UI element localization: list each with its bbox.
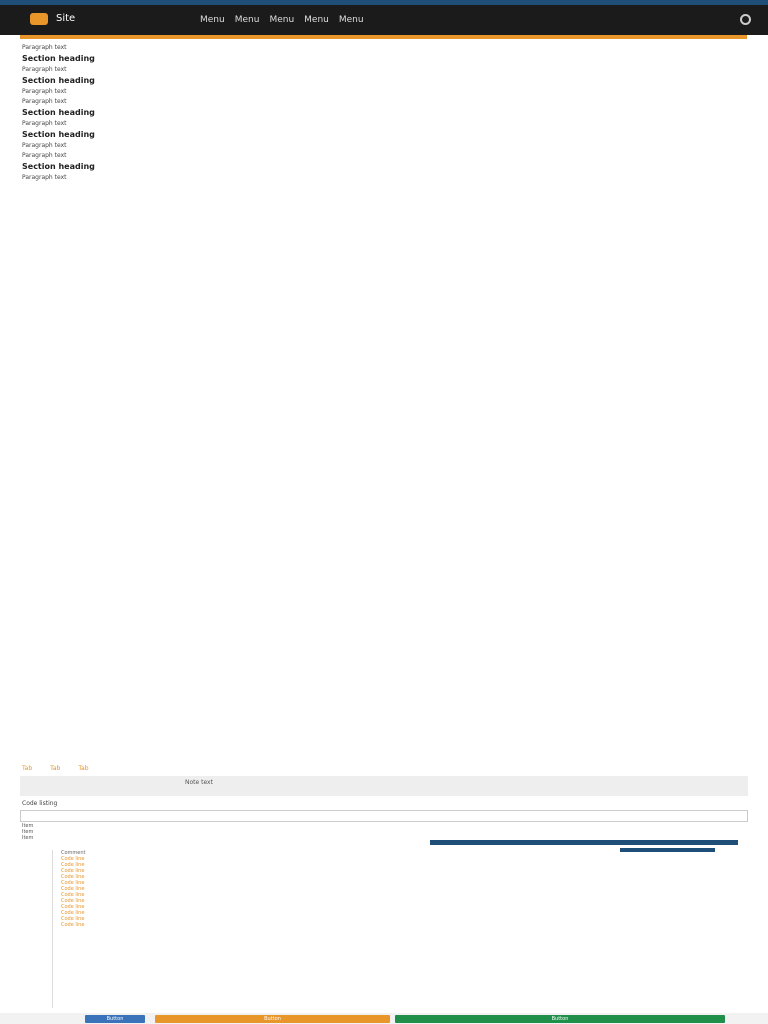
nav-item[interactable]: Menu (304, 15, 329, 25)
nav-item[interactable]: Menu (234, 15, 260, 25)
footer-button[interactable]: Button (85, 1015, 145, 1023)
article-paragraph: Paragraph text (22, 174, 67, 181)
article-paragraph: Paragraph text (22, 66, 67, 73)
footer-bar (0, 1013, 768, 1024)
code-comment: Comment (61, 850, 86, 856)
nav-item[interactable]: Menu (338, 15, 364, 25)
note-text: Note text (185, 779, 213, 786)
listing-title-bar (430, 840, 738, 845)
code-line: Code line (61, 892, 85, 898)
code-line: Code line (61, 862, 85, 868)
section-heading: Section heading (22, 108, 95, 117)
code-listing (52, 850, 748, 1008)
code-line: Code line (61, 868, 85, 874)
code-frame (20, 810, 748, 822)
tab[interactable]: Tab (50, 765, 61, 772)
nav-item[interactable]: Menu (269, 15, 295, 25)
code-line: Code line (61, 910, 85, 916)
tab-bar (22, 765, 89, 773)
footer-button[interactable]: Button (155, 1015, 390, 1023)
code-line: Code line (61, 904, 85, 910)
main-nav (200, 13, 364, 27)
list-item: Item (22, 823, 34, 829)
section-heading: Section heading (22, 162, 95, 171)
list-item: Item (22, 829, 34, 835)
article-paragraph: Paragraph text (22, 142, 67, 149)
footer-button[interactable]: Button (395, 1015, 725, 1023)
tab[interactable]: Tab (78, 765, 89, 772)
article-paragraph: Paragraph text (22, 44, 67, 51)
code-line: Code line (61, 880, 85, 886)
article-paragraph: Paragraph text (22, 98, 67, 105)
code-header: Code listing (22, 800, 58, 807)
code-line: Code line (61, 898, 85, 904)
site-logo[interactable] (30, 13, 48, 25)
list-item: Item (22, 835, 34, 841)
section-heading: Section heading (22, 130, 95, 139)
article-paragraph: Paragraph text (22, 88, 67, 95)
code-line: Code line (61, 874, 85, 880)
code-line: Code line (61, 856, 85, 862)
tab[interactable]: Tab (22, 765, 33, 772)
code-line: Code line (61, 886, 85, 892)
code-item-list (22, 823, 322, 841)
site-header (0, 5, 768, 35)
search-icon[interactable] (740, 14, 751, 25)
article-paragraph: Paragraph text (22, 120, 67, 127)
code-line: Code line (61, 916, 85, 922)
section-heading: Section heading (22, 54, 95, 63)
nav-item[interactable]: Menu (200, 15, 225, 25)
site-logo-text[interactable]: Site (56, 13, 76, 24)
article-paragraph: Paragraph text (22, 152, 67, 159)
note-panel (20, 776, 748, 796)
article-body (22, 44, 746, 754)
code-line: Code line (61, 922, 85, 928)
accent-divider (20, 35, 747, 39)
section-heading: Section heading (22, 76, 95, 85)
